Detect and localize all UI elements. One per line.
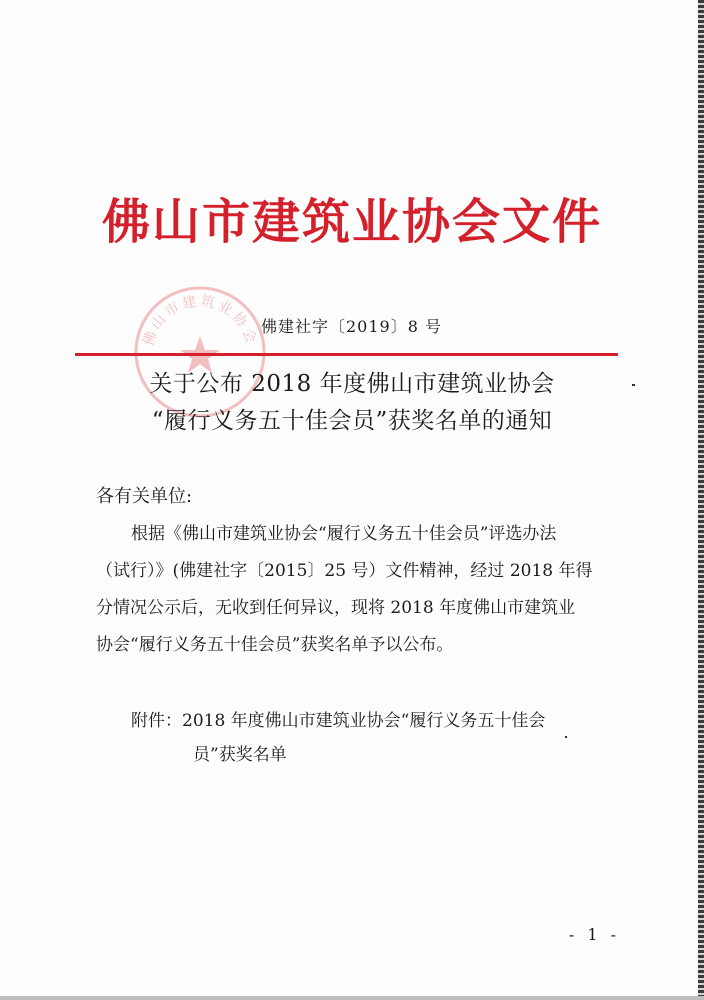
attachment-line-2: 员”获奖名单	[193, 745, 287, 765]
salutation: 各有关单位:	[96, 486, 193, 507]
red-divider-line	[75, 353, 618, 356]
seal-text: 佛山市建筑业协会	[140, 293, 260, 348]
scan-speck	[632, 384, 635, 386]
body-line-1: 根据《佛山市建筑业协会“履行义务五十佳会员”评选办法	[131, 524, 557, 544]
scan-speck	[565, 736, 567, 738]
scan-edge-bottom	[0, 996, 704, 1000]
page-number: - 1 -	[568, 925, 620, 944]
document-number: 佛建社字〔2019〕8 号	[261, 317, 442, 336]
attachment-note	[131, 704, 545, 772]
body-line-2: （试行）》(佛建社字〔2015〕25 号）文件精神，经过 2018 年得	[96, 561, 593, 581]
subject-line-2: “履行义务五十佳会员”获奖名单的通知	[151, 408, 553, 434]
body-line-4: 协会“履行义务五十佳会员”获奖名单予以公布。	[96, 635, 454, 655]
body-paragraph	[96, 516, 614, 664]
body-line-3: 分情况公示后，无收到任何异议，现将 2018 年度佛山市建筑业	[96, 598, 576, 618]
attachment-line-1: 附件：2018 年度佛山市建筑业协会“履行义务五十佳会	[131, 711, 546, 731]
document-header-title: 佛山市建筑业协会文件	[101, 194, 602, 250]
subject-line-1: 关于公布 2018 年度佛山市建筑业协会	[149, 371, 555, 397]
scan-edge-right	[698, 0, 704, 1000]
document-subject	[0, 366, 704, 440]
